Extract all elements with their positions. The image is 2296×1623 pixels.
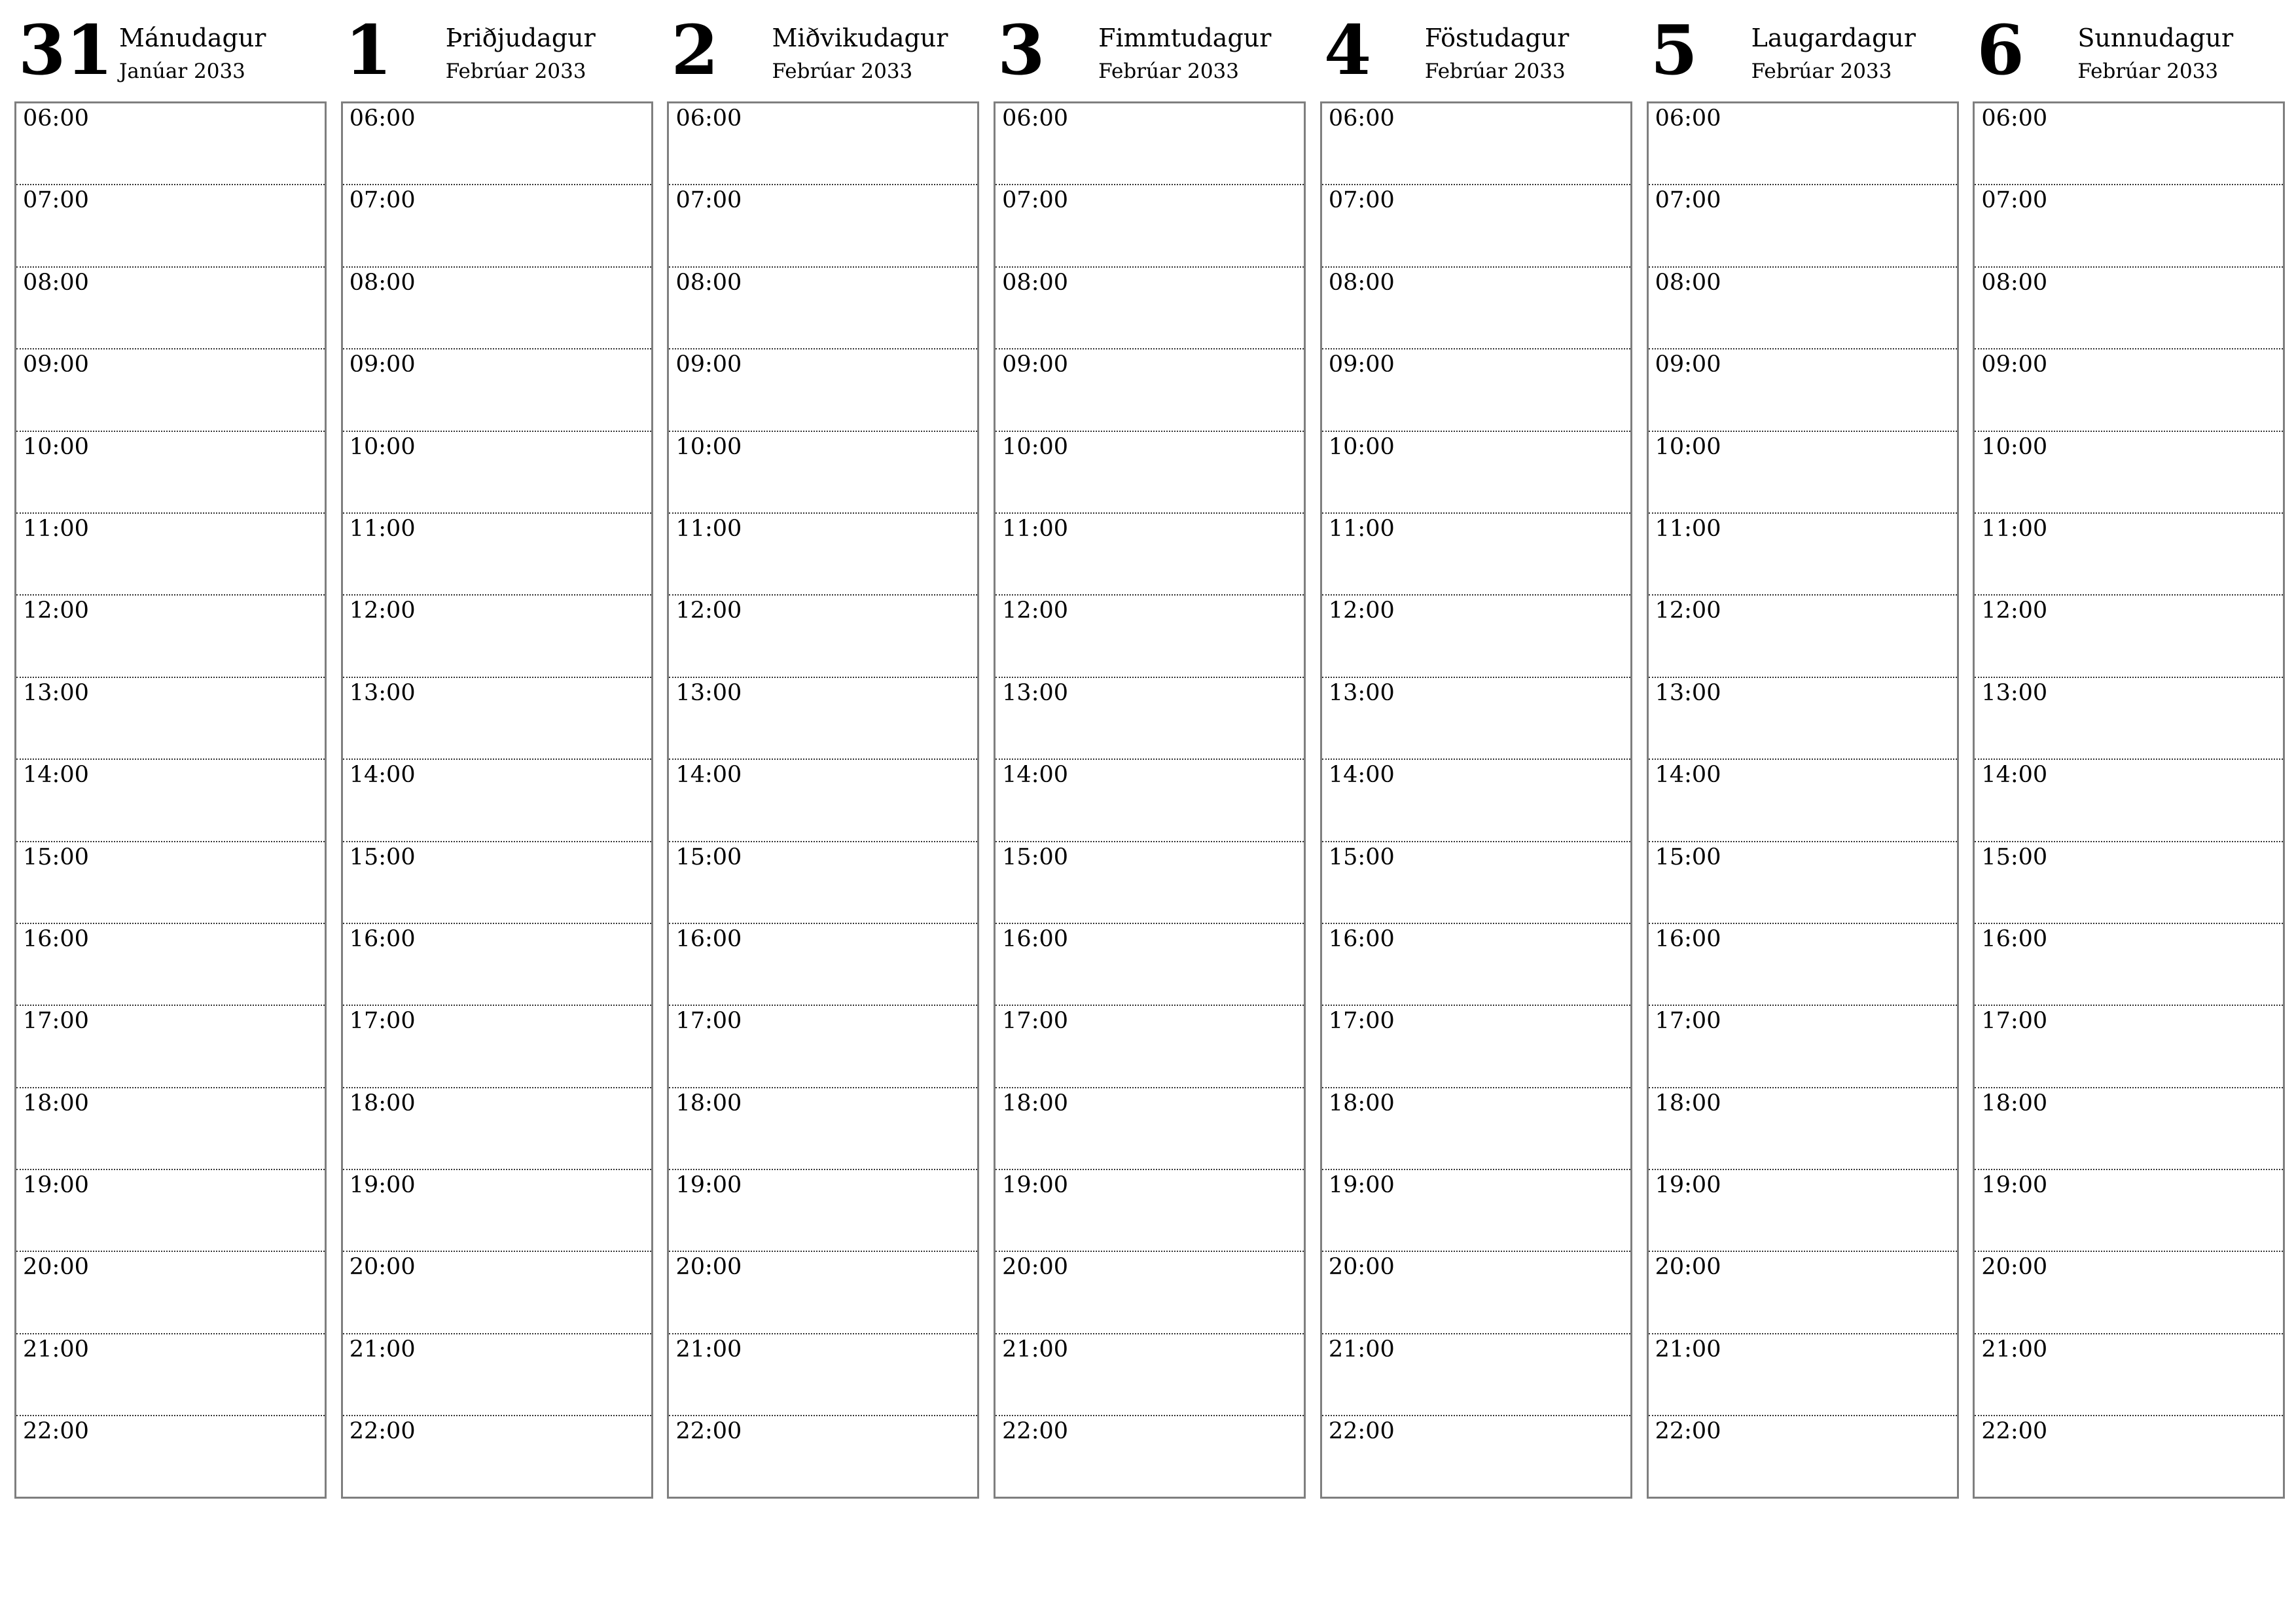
time-label: 18:00 (1655, 1090, 1721, 1116)
time-slot[interactable] (669, 1006, 977, 1088)
time-label: 16:00 (675, 925, 742, 952)
time-slot[interactable] (1649, 1006, 1957, 1088)
time-label: 17:00 (1981, 1008, 2048, 1035)
weekday-name: Fimmtudagur (1098, 24, 1272, 52)
month-year-label: Febrúar 2033 (1751, 60, 1892, 83)
time-slot[interactable] (996, 924, 1304, 1006)
time-slot-box (14, 101, 327, 1499)
month-year-label: Febrúar 2033 (2077, 60, 2219, 83)
time-slot[interactable] (1322, 1170, 1630, 1252)
day-column (1973, 10, 2284, 1499)
time-slot[interactable] (1975, 924, 2283, 1006)
time-label: 11:00 (1328, 515, 1395, 542)
time-slot[interactable] (343, 924, 651, 1006)
time-label: 13:00 (1328, 679, 1395, 706)
time-label: 06:00 (1981, 105, 2048, 132)
time-label: 21:00 (349, 1336, 416, 1363)
time-slot[interactable] (1322, 596, 1630, 677)
time-slot[interactable] (996, 349, 1304, 431)
time-slot[interactable] (1975, 1334, 2283, 1416)
time-label: 07:00 (23, 187, 89, 214)
time-label: 15:00 (349, 844, 416, 870)
time-slot[interactable] (1975, 514, 2283, 596)
time-slot[interactable] (996, 268, 1304, 349)
time-slot[interactable] (343, 268, 651, 349)
day-header (1320, 10, 1632, 101)
time-label: 12:00 (23, 597, 89, 624)
time-label: 21:00 (1002, 1336, 1069, 1363)
time-slot[interactable] (996, 1334, 1304, 1416)
time-label: 13:00 (1002, 679, 1069, 706)
time-slot[interactable] (669, 1170, 977, 1252)
time-slot[interactable] (16, 103, 325, 185)
time-slot[interactable] (1649, 760, 1957, 842)
time-slot[interactable] (343, 349, 651, 431)
time-label: 18:00 (23, 1090, 89, 1116)
day-number: 4 (1323, 10, 1372, 90)
time-label: 15:00 (23, 844, 89, 870)
time-slot[interactable] (1975, 432, 2283, 514)
time-slot[interactable] (669, 268, 977, 349)
time-label: 07:00 (1002, 187, 1069, 214)
time-label: 06:00 (1002, 105, 1069, 132)
time-label: 17:00 (1002, 1008, 1069, 1035)
time-slot[interactable] (1975, 1416, 2283, 1498)
time-slot[interactable] (343, 596, 651, 677)
time-slot[interactable] (669, 432, 977, 514)
time-label: 06:00 (1655, 105, 1721, 132)
time-label: 20:00 (23, 1254, 89, 1281)
time-label: 11:00 (349, 515, 416, 542)
time-label: 21:00 (23, 1336, 89, 1363)
time-slot[interactable] (1649, 924, 1957, 1006)
time-label: 20:00 (675, 1254, 742, 1281)
time-label: 07:00 (1981, 187, 2048, 214)
time-label: 09:00 (23, 351, 89, 378)
time-slot[interactable] (343, 185, 651, 267)
time-slot[interactable] (1975, 185, 2283, 267)
time-slot[interactable] (1975, 842, 2283, 924)
time-slot[interactable] (343, 760, 651, 842)
time-label: 10:00 (1655, 433, 1721, 460)
time-label: 12:00 (349, 597, 416, 624)
month-year-label: Febrúar 2033 (445, 60, 586, 83)
time-slot[interactable] (343, 678, 651, 760)
time-slot[interactable] (1649, 103, 1957, 185)
time-label: 12:00 (675, 597, 742, 624)
time-slot[interactable] (1322, 349, 1630, 431)
time-label: 20:00 (1328, 1254, 1395, 1281)
time-slot-box (1647, 101, 1959, 1499)
time-slot[interactable] (1649, 432, 1957, 514)
time-label: 08:00 (1981, 269, 2048, 296)
time-label: 11:00 (23, 515, 89, 542)
time-slot[interactable] (343, 432, 651, 514)
time-slot[interactable] (343, 1252, 651, 1334)
time-slot[interactable] (16, 924, 325, 1006)
time-slot[interactable] (669, 349, 977, 431)
time-slot[interactable] (16, 760, 325, 842)
weekly-planner (14, 10, 2284, 1499)
time-label: 14:00 (1002, 762, 1069, 789)
time-slot[interactable] (669, 185, 977, 267)
time-label: 17:00 (1655, 1008, 1721, 1035)
time-label: 11:00 (1655, 515, 1721, 542)
time-slot[interactable] (16, 678, 325, 760)
time-label: 09:00 (1655, 351, 1721, 378)
time-label: 17:00 (1328, 1008, 1395, 1035)
weekday-name: Þriðjudagur (445, 24, 596, 52)
time-slot[interactable] (16, 432, 325, 514)
month-year-label: Janúar 2033 (119, 60, 245, 83)
time-slot[interactable] (16, 1088, 325, 1170)
time-slot[interactable] (343, 514, 651, 596)
time-label: 10:00 (349, 433, 416, 460)
time-slot[interactable] (1649, 842, 1957, 924)
time-slot[interactable] (1322, 268, 1630, 349)
time-slot[interactable] (996, 103, 1304, 185)
time-slot[interactable] (1322, 103, 1630, 185)
time-slot[interactable] (996, 678, 1304, 760)
time-label: 07:00 (675, 187, 742, 214)
time-label: 08:00 (23, 269, 89, 296)
time-label: 13:00 (23, 679, 89, 706)
time-label: 16:00 (349, 925, 416, 952)
time-label: 12:00 (1002, 597, 1069, 624)
day-number: 3 (997, 10, 1045, 90)
time-label: 09:00 (1002, 351, 1069, 378)
time-slot[interactable] (1322, 1416, 1630, 1498)
time-label: 18:00 (675, 1090, 742, 1116)
time-label: 22:00 (1002, 1418, 1069, 1445)
time-label: 10:00 (675, 433, 742, 460)
time-label: 06:00 (675, 105, 742, 132)
time-label: 11:00 (1981, 515, 2048, 542)
weekday-name: Laugardagur (1751, 24, 1916, 52)
time-label: 22:00 (23, 1418, 89, 1445)
time-label: 06:00 (23, 105, 89, 132)
time-slot[interactable] (1975, 1006, 2283, 1088)
time-label: 09:00 (1328, 351, 1395, 378)
time-label: 18:00 (1981, 1090, 2048, 1116)
time-label: 21:00 (1655, 1336, 1721, 1363)
time-slot[interactable] (996, 1170, 1304, 1252)
time-slot[interactable] (1322, 514, 1630, 596)
time-label: 19:00 (675, 1172, 742, 1199)
time-label: 20:00 (1002, 1254, 1069, 1281)
time-slot-box (667, 101, 979, 1499)
time-label: 16:00 (1655, 925, 1721, 952)
time-slot[interactable] (669, 1252, 977, 1334)
weekday-name: Sunnudagur (2077, 24, 2234, 52)
day-column (341, 10, 653, 1499)
time-slot[interactable] (1649, 596, 1957, 677)
day-column (994, 10, 1305, 1499)
time-slot[interactable] (16, 349, 325, 431)
time-slot[interactable] (1322, 924, 1630, 1006)
time-slot[interactable] (1649, 349, 1957, 431)
time-label: 22:00 (1328, 1418, 1395, 1445)
time-label: 19:00 (1655, 1172, 1721, 1199)
time-label: 19:00 (1002, 1172, 1069, 1199)
time-slot[interactable] (996, 1088, 1304, 1170)
time-slot[interactable] (16, 1252, 325, 1334)
time-label: 14:00 (349, 762, 416, 789)
weekday-name: Föstudagur (1424, 24, 1570, 52)
day-number: 1 (344, 10, 393, 90)
time-slot[interactable] (343, 1170, 651, 1252)
month-year-label: Febrúar 2033 (772, 60, 913, 83)
time-slot[interactable] (1649, 1088, 1957, 1170)
time-label: 16:00 (23, 925, 89, 952)
time-label: 22:00 (675, 1418, 742, 1445)
time-label: 10:00 (1002, 433, 1069, 460)
day-column (1647, 10, 1958, 1499)
time-label: 17:00 (23, 1008, 89, 1035)
day-header (1647, 10, 1958, 101)
time-label: 16:00 (1002, 925, 1069, 952)
time-slot[interactable] (669, 514, 977, 596)
time-slot-box (1320, 101, 1632, 1499)
time-slot[interactable] (669, 842, 977, 924)
time-label: 14:00 (1655, 762, 1721, 789)
day-column (1320, 10, 1632, 1499)
time-label: 20:00 (349, 1254, 416, 1281)
time-label: 14:00 (1328, 762, 1395, 789)
time-label: 20:00 (1981, 1254, 2048, 1281)
day-number: 31 (18, 10, 113, 90)
time-label: 13:00 (675, 679, 742, 706)
time-slot[interactable] (343, 1334, 651, 1416)
day-column (14, 10, 326, 1499)
time-slot[interactable] (1322, 842, 1630, 924)
time-slot[interactable] (1975, 1170, 2283, 1252)
time-slot[interactable] (16, 1006, 325, 1088)
time-label: 15:00 (1981, 844, 2048, 870)
time-label: 07:00 (1655, 187, 1721, 214)
time-slot[interactable] (16, 596, 325, 677)
time-label: 09:00 (675, 351, 742, 378)
time-slot[interactable] (1975, 1252, 2283, 1334)
time-label: 18:00 (1328, 1090, 1395, 1116)
time-slot[interactable] (669, 1334, 977, 1416)
time-label: 16:00 (1981, 925, 2048, 952)
time-slot[interactable] (343, 842, 651, 924)
time-slot[interactable] (1649, 1252, 1957, 1334)
time-slot[interactable] (1322, 1006, 1630, 1088)
day-header (1973, 10, 2284, 101)
time-slot[interactable] (1322, 185, 1630, 267)
time-slot[interactable] (16, 514, 325, 596)
time-slot[interactable] (996, 514, 1304, 596)
time-slot[interactable] (996, 596, 1304, 677)
time-slot[interactable] (1975, 596, 2283, 677)
time-slot[interactable] (669, 678, 977, 760)
time-slot-box (341, 101, 653, 1499)
day-number: 5 (1650, 10, 1698, 90)
time-label: 12:00 (1981, 597, 2048, 624)
day-header (341, 10, 653, 101)
time-label: 08:00 (1328, 269, 1395, 296)
time-slot[interactable] (996, 432, 1304, 514)
time-label: 15:00 (675, 844, 742, 870)
time-slot[interactable] (1975, 268, 2283, 349)
time-slot[interactable] (1649, 185, 1957, 267)
time-slot[interactable] (16, 268, 325, 349)
time-slot[interactable] (1649, 1334, 1957, 1416)
time-slot[interactable] (1649, 1170, 1957, 1252)
time-label: 21:00 (1328, 1336, 1395, 1363)
time-label: 14:00 (675, 762, 742, 789)
time-slot-box (994, 101, 1306, 1499)
time-slot[interactable] (1975, 103, 2283, 185)
day-column (667, 10, 978, 1499)
time-label: 06:00 (349, 105, 416, 132)
time-label: 21:00 (675, 1336, 742, 1363)
time-slot[interactable] (669, 1088, 977, 1170)
time-label: 15:00 (1655, 844, 1721, 870)
time-label: 13:00 (1981, 679, 2048, 706)
time-slot[interactable] (996, 842, 1304, 924)
time-slot[interactable] (996, 1416, 1304, 1498)
time-slot[interactable] (669, 1416, 977, 1498)
time-label: 15:00 (1328, 844, 1395, 870)
time-slot[interactable] (16, 1416, 325, 1498)
time-label: 22:00 (1981, 1418, 2048, 1445)
time-label: 09:00 (1981, 351, 2048, 378)
time-slot[interactable] (1322, 1334, 1630, 1416)
time-slot[interactable] (343, 1416, 651, 1498)
time-slot[interactable] (1649, 1416, 1957, 1498)
time-slot[interactable] (1649, 268, 1957, 349)
time-slot[interactable] (669, 924, 977, 1006)
time-slot[interactable] (1322, 432, 1630, 514)
day-header (994, 10, 1305, 101)
time-slot[interactable] (1322, 1252, 1630, 1334)
month-year-label: Febrúar 2033 (1424, 60, 1566, 83)
time-label: 10:00 (1328, 433, 1395, 460)
time-label: 07:00 (1328, 187, 1395, 214)
month-year-label: Febrúar 2033 (1098, 60, 1239, 83)
time-label: 19:00 (1328, 1172, 1395, 1199)
time-slot[interactable] (16, 1170, 325, 1252)
time-slot[interactable] (343, 1088, 651, 1170)
day-number: 2 (671, 10, 719, 90)
weekday-name: Mánudagur (119, 24, 266, 52)
time-slot[interactable] (1322, 678, 1630, 760)
time-label: 18:00 (349, 1090, 416, 1116)
time-slot[interactable] (996, 185, 1304, 267)
time-label: 19:00 (349, 1172, 416, 1199)
time-label: 12:00 (1655, 597, 1721, 624)
day-number: 6 (1977, 10, 2024, 90)
time-label: 17:00 (675, 1008, 742, 1035)
time-slot[interactable] (1322, 760, 1630, 842)
time-label: 18:00 (1002, 1090, 1069, 1116)
weekday-name: Miðvikudagur (772, 24, 948, 52)
time-label: 11:00 (1002, 515, 1069, 542)
time-slot[interactable] (669, 103, 977, 185)
time-slot[interactable] (16, 185, 325, 267)
time-slot[interactable] (343, 103, 651, 185)
time-label: 19:00 (23, 1172, 89, 1199)
day-header (14, 10, 326, 101)
time-label: 06:00 (1328, 105, 1395, 132)
time-label: 14:00 (1981, 762, 2048, 789)
time-label: 17:00 (349, 1008, 416, 1035)
time-slot[interactable] (669, 596, 977, 677)
time-label: 08:00 (1655, 269, 1721, 296)
time-label: 15:00 (1002, 844, 1069, 870)
time-label: 22:00 (349, 1418, 416, 1445)
time-label: 08:00 (349, 269, 416, 296)
time-slot[interactable] (16, 1334, 325, 1416)
time-slot[interactable] (669, 760, 977, 842)
time-slot[interactable] (343, 1006, 651, 1088)
time-slot[interactable] (1975, 678, 2283, 760)
time-slot[interactable] (1322, 1088, 1630, 1170)
time-label: 20:00 (1655, 1254, 1721, 1281)
time-label: 16:00 (1328, 925, 1395, 952)
time-slot[interactable] (1975, 349, 2283, 431)
time-label: 09:00 (349, 351, 416, 378)
time-label: 12:00 (1328, 597, 1395, 624)
time-slot-box (1973, 101, 2285, 1499)
time-label: 11:00 (675, 515, 742, 542)
time-label: 22:00 (1655, 1418, 1721, 1445)
time-label: 13:00 (349, 679, 416, 706)
time-label: 07:00 (349, 187, 416, 214)
time-slot[interactable] (996, 760, 1304, 842)
time-label: 13:00 (1655, 679, 1721, 706)
time-slot[interactable] (1975, 1088, 2283, 1170)
time-label: 10:00 (23, 433, 89, 460)
time-slot[interactable] (996, 1006, 1304, 1088)
time-label: 10:00 (1981, 433, 2048, 460)
time-slot[interactable] (16, 842, 325, 924)
time-label: 21:00 (1981, 1336, 2048, 1363)
time-label: 19:00 (1981, 1172, 2048, 1199)
time-label: 08:00 (675, 269, 742, 296)
time-label: 14:00 (23, 762, 89, 789)
time-slot[interactable] (996, 1252, 1304, 1334)
time-label: 08:00 (1002, 269, 1069, 296)
time-slot[interactable] (1649, 514, 1957, 596)
time-slot[interactable] (1649, 678, 1957, 760)
day-header (667, 10, 978, 101)
time-slot[interactable] (1975, 760, 2283, 842)
